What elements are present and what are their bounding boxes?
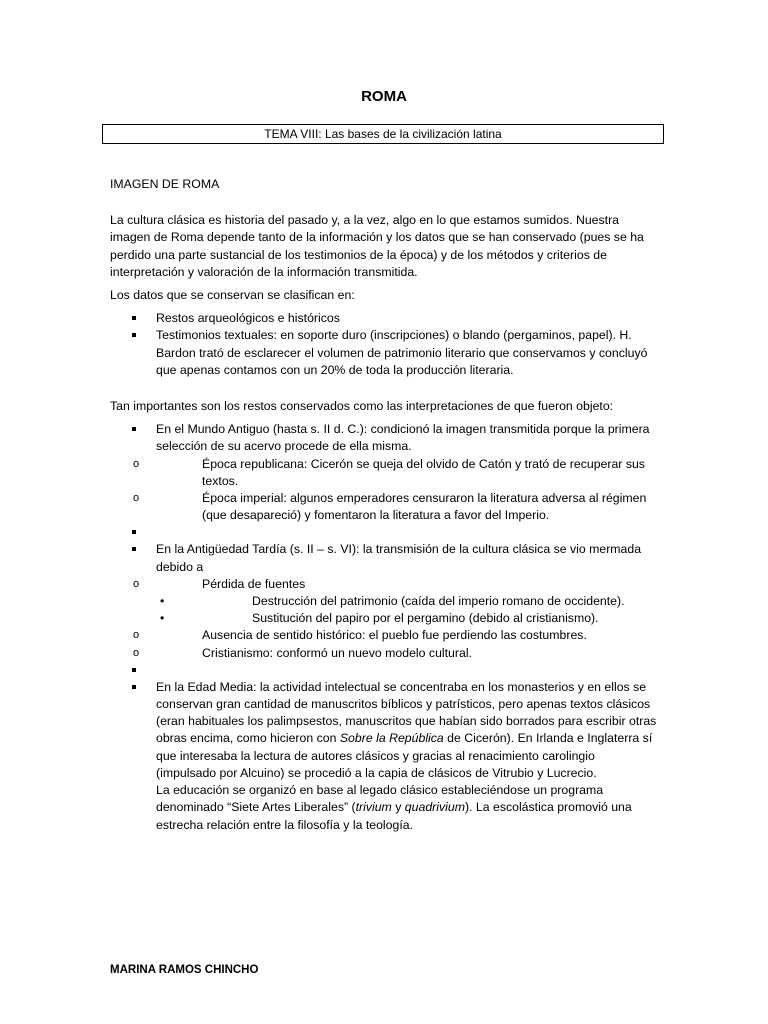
list-item: Testimonios textuales: en soporte duro (inscripciones) o blando (pergaminos, papel). H. Bardon trató de esclarecer el volumen de patrimonio literario que conservamos y concluyó que apenas contamos con un 20% de toda la producción literaria. — [110, 327, 658, 379]
educacion-text-a: La educación se organizó en base al legado clásico estableciéndose un programa denominado “Siete Artes Liberales” ( — [156, 783, 604, 815]
antiguedad-tardia-text: En la Antigüedad Tardía (s. II – s. VI): la transmisión de la cultura clásica se vio mermada debido a — [156, 542, 642, 574]
section-heading: IMAGEN DE ROMA — [110, 177, 220, 191]
document-body — [110, 176, 658, 834]
page-title: ROMA — [361, 88, 407, 105]
tema-box: TEMA VIII: Las bases de la civilización latina — [102, 124, 664, 144]
antiguedad-tardia-sublist — [110, 576, 658, 662]
educacion-trivium: trivium — [355, 800, 392, 815]
interpretaciones-intro: Tan importantes son los restos conservados como las interpretaciones de que fueron objeto: — [110, 399, 614, 414]
list-item: Restos arqueológicos e históricos — [110, 310, 658, 327]
list-item-mundo-antiguo — [110, 421, 658, 524]
list-item: o Cristianismo: conformó un nuevo modelo cultural. — [110, 645, 658, 662]
list-item: • Sustitución del papiro por el pergamino (debido al cristianismo). — [110, 610, 658, 627]
list-item-edad-media — [110, 679, 658, 834]
datos-intro: Los datos que se conservan se clasifican en: — [110, 288, 355, 303]
interpretaciones-list — [110, 421, 658, 833]
mundo-antiguo-text: En el Mundo Antiguo (hasta s. II d. C.): condicionó la imagen transmitida porque la primera selección de su acervo procede de ella misma. — [156, 422, 650, 454]
list-item-perdida — [110, 576, 658, 628]
edad-media-italic: Sobre la República — [339, 731, 444, 746]
mundo-antiguo-sublist — [110, 456, 658, 525]
list-item: o Época republicana: Cicerón se queja del olvido de Catón y trató de recuperar sus textos. — [110, 456, 658, 490]
list-item: o Época imperial: algunos emperadores censuraron la literatura adversa al régimen (que desapareció) y fomentaron la literatura a favor del Imperio. — [110, 490, 658, 524]
list-item: o Ausencia de sentido histórico: el pueblo fue perdiendo las costumbres. — [110, 627, 658, 644]
intro-paragraph: La cultura clásica es historia del pasado y, a la vez, algo en lo que estamos sumidos. Nuestra imagen de Roma depende tanto de la información y los datos que se han conservado (pues se ha perdido una parte sustancial de los testimonios de la época) y de los métodos y criterios de interpretación y valoración de la información transmitida. — [110, 213, 644, 279]
perdida-sublist — [110, 593, 658, 627]
edad-media-text-b: de Cicerón). En Irlanda e Inglaterra sí que interesaba la lectura de autores clásicos y gracias al renacimiento carolingio (impulsado por Alcuino) se procedió a la capia de clásicos de Vitrubio y Lucrecio. — [156, 731, 653, 780]
educacion-text-b: ). La escolástica promovió una estrecha relación entre la filosofía y la teología. — [156, 800, 632, 832]
footer-author: MARINA RAMOS CHINCHO — [110, 964, 259, 976]
educacion-y: y — [391, 800, 405, 815]
edad-media-text-a: En la Edad Media: la actividad intelectual se concentraba en los monasterios y en ellos se conservan gran cantidad de manuscritos bíblicos y patrísticos, pero apenas textos clásicos (eran habituales los palimpsestos, manuscritos que habían sido borrados para escribir otras obras encima, como hicieron con — [156, 679, 657, 746]
spacer — [110, 524, 658, 541]
list-item-antiguedad-tardia — [110, 541, 658, 661]
datos-list — [110, 310, 658, 379]
educacion-quadrivium: quadrivium — [404, 800, 465, 815]
perdida-text: Pérdida de fuentes — [202, 576, 306, 591]
spacer — [110, 662, 658, 679]
list-item: • Destrucción del patrimonio (caída del imperio romano de occidente). — [110, 593, 658, 610]
